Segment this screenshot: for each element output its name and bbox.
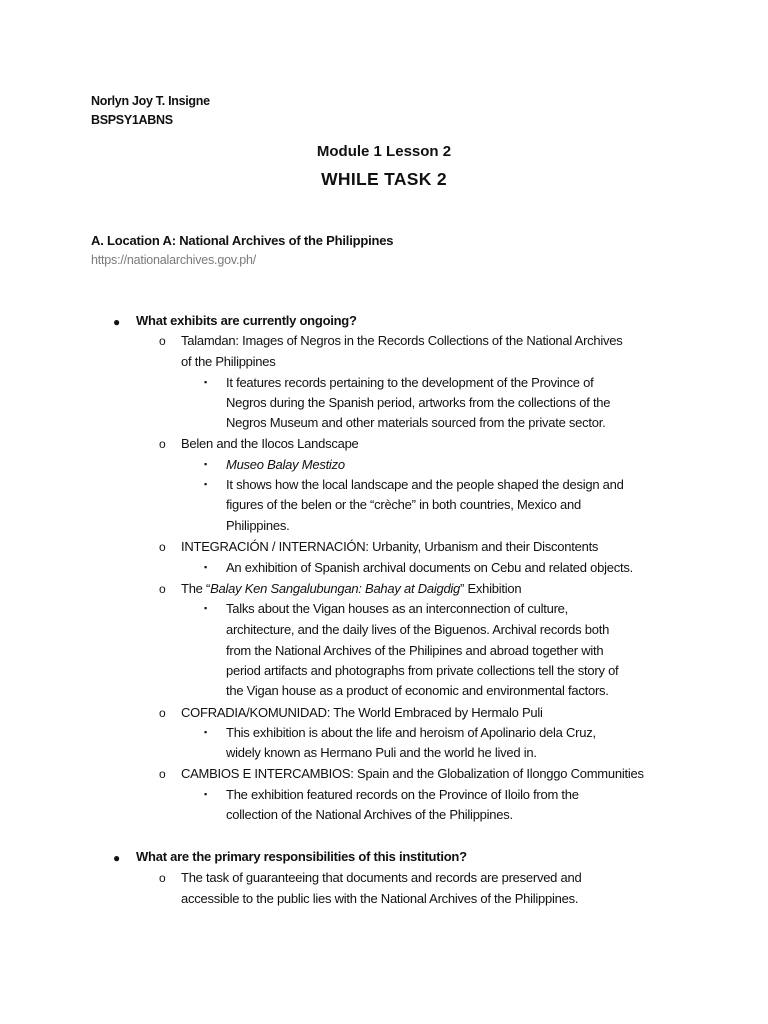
- exhibit-4-desc-cont: the Vigan house as a product of economic and environmental factors.: [226, 683, 609, 698]
- exhibit-5-desc: This exhibition is about the life and heroism of Apolinario dela Cruz,: [226, 725, 596, 740]
- exhibit-1-desc-cont: Negros during the Spanish period, artworks from the collections of the: [226, 395, 611, 410]
- circle-bullet-icon: o: [159, 437, 166, 451]
- location-url[interactable]: https://nationalarchives.gov.ph/: [91, 253, 256, 267]
- square-bullet-icon: ▪: [204, 727, 208, 737]
- circle-bullet-icon: o: [159, 767, 166, 781]
- exhibit-2-desc: It shows how the local landscape and the people shaped the design and: [226, 477, 624, 492]
- answer-2-cont: accessible to the public lies with the National Archives of the Philippines.: [181, 891, 579, 906]
- bullet-icon: ●: [113, 851, 121, 865]
- exhibit-6-title: CAMBIOS E INTERCAMBIOS: Spain and the Globalization of Ilonggo Communities: [181, 766, 644, 781]
- exhibit-4-desc: Talks about the Vigan houses as an interconnection of culture,: [226, 601, 568, 616]
- exhibit-6-desc: The exhibition featured records on the Province of Iloilo from the: [226, 787, 579, 802]
- question-1: What exhibits are currently ongoing?: [136, 313, 357, 328]
- square-bullet-icon: ▪: [204, 562, 208, 572]
- circle-bullet-icon: o: [159, 706, 166, 720]
- square-bullet-icon: ▪: [204, 479, 208, 489]
- location-heading: A. Location A: National Archives of the Philippines: [91, 233, 394, 248]
- exhibit-2-desc-cont: figures of the belen or the “crèche” in both countries, Mexico and: [226, 497, 581, 512]
- exhibit-4-title: [181, 581, 521, 596]
- exhibit-5-desc-cont: widely known as Hermano Puli and the world he lived in.: [226, 745, 537, 760]
- question-2: What are the primary responsibilities of this institution?: [136, 849, 467, 864]
- exhibit-4-title-italic: Balay Ken Sangalubungan: Bahay at Daigdig: [210, 581, 461, 596]
- circle-bullet-icon: o: [159, 582, 166, 596]
- square-bullet-icon: ▪: [204, 459, 208, 469]
- exhibit-4-desc-cont: architecture, and the daily lives of the Biguenos. Archival records both: [226, 622, 610, 637]
- exhibit-3-desc: An exhibition of Spanish archival documents on Cebu and related objects.: [226, 560, 633, 575]
- circle-bullet-icon: o: [159, 540, 166, 554]
- square-bullet-icon: ▪: [204, 789, 208, 799]
- square-bullet-icon: ▪: [204, 377, 208, 387]
- exhibit-1-desc: It features records pertaining to the development of the Province of: [226, 375, 594, 390]
- square-bullet-icon: ▪: [204, 603, 208, 613]
- exhibit-6-desc-cont: collection of the National Archives of the Philippines.: [226, 807, 513, 822]
- exhibit-1-title: Talamdan: Images of Negros in the Records Collections of the National Archives: [181, 333, 623, 348]
- exhibit-4-desc-cont: from the National Archives of the Philipines and abroad together with: [226, 643, 604, 658]
- exhibit-2-venue: Museo Balay Mestizo: [226, 457, 345, 472]
- circle-bullet-icon: o: [159, 334, 166, 348]
- task-title: WHILE TASK 2: [321, 169, 447, 189]
- answer-2: The task of guaranteeing that documents and records are preserved and: [181, 870, 582, 885]
- exhibit-4-desc-cont: period artifacts and photographs from private collections tell the story of: [226, 663, 619, 678]
- bullet-icon: ●: [113, 315, 121, 329]
- exhibit-4-title-pre: The “: [181, 581, 211, 596]
- exhibit-2-title: Belen and the Ilocos Landscape: [181, 436, 359, 451]
- exhibit-1-title-cont: of the Philippines: [181, 354, 276, 369]
- circle-bullet-icon: o: [159, 871, 166, 885]
- author-section: BSPSY1ABNS: [91, 113, 173, 127]
- exhibit-2-desc-cont: Philippines.: [226, 518, 290, 533]
- exhibit-1-desc-cont: Negros Museum and other materials sourced from the private sector.: [226, 415, 606, 430]
- exhibit-4-title-post: ” Exhibition: [460, 581, 522, 596]
- exhibit-3-title: INTEGRACIÓN / INTERNACIÓN: Urbanity, Urbanism and their Discontents: [181, 539, 599, 554]
- module-title: Module 1 Lesson 2: [316, 143, 452, 160]
- exhibit-5-title: COFRADIA/KOMUNIDAD: The World Embraced by Hermalo Puli: [181, 705, 543, 720]
- author-name: Norlyn Joy T. Insigne: [91, 94, 210, 108]
